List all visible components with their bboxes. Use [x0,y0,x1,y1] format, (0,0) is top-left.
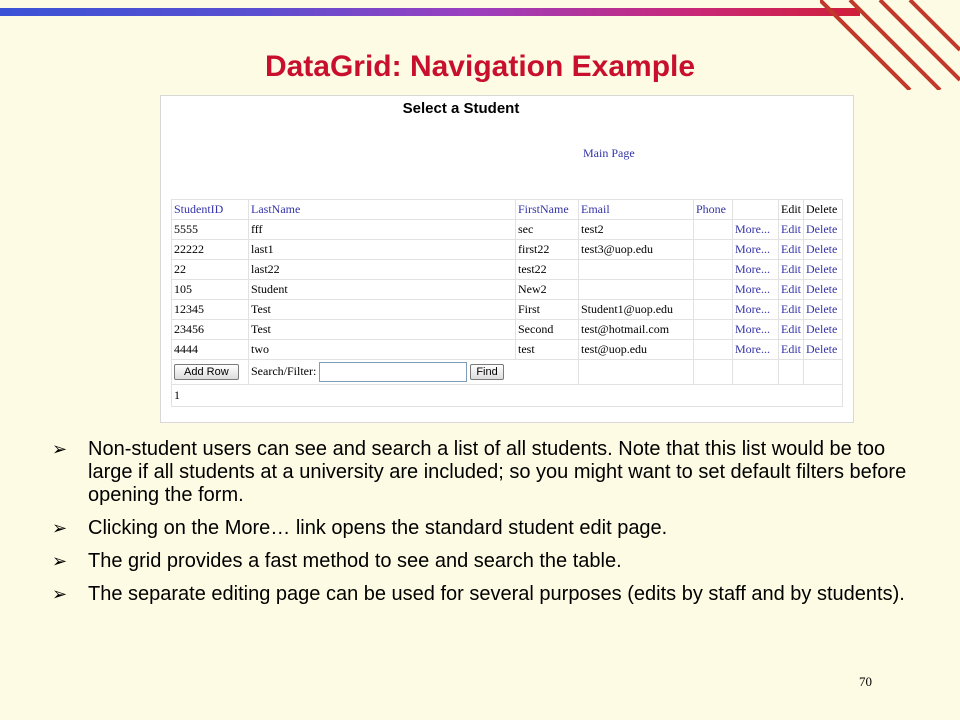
cell-studentid: 22222 [172,240,249,260]
cell-email: Student1@uop.edu [579,300,694,320]
student-grid [171,199,843,407]
more-link[interactable]: More... [733,220,779,240]
cell-firstname: test22 [516,260,579,280]
cell-firstname: sec [516,220,579,240]
delete-link[interactable]: Delete [804,320,843,340]
delete-link[interactable]: Delete [804,260,843,280]
cell-phone [694,220,733,240]
bullet-text: The separate editing page can be used for several purposes (edits by staff and by students). [88,583,905,605]
table-row [172,300,843,320]
cell-studentid: 12345 [172,300,249,320]
search-cell [249,360,579,385]
main-page-link[interactable]: Main Page [583,146,635,160]
edit-link[interactable]: Edit [779,340,804,360]
delete-link[interactable]: Delete [804,280,843,300]
cell-studentid: 5555 [172,220,249,240]
edit-link[interactable]: Edit [779,300,804,320]
cell-firstname: Second [516,320,579,340]
more-link[interactable]: More... [733,260,779,280]
header-gradient-line [0,8,860,16]
cell-lastname: fff [249,220,516,240]
arrow-bullet-icon: ➢ [52,518,68,538]
find-button[interactable]: Find [470,364,503,380]
empty-cell [779,360,804,385]
footer-toolbar-row [172,360,843,385]
add-row-button[interactable]: Add Row [174,364,239,380]
empty-cell [694,360,733,385]
cell-lastname: last1 [249,240,516,260]
cell-lastname: two [249,340,516,360]
cell-lastname: last22 [249,260,516,280]
cell-firstname: First [516,300,579,320]
more-link[interactable]: More... [733,340,779,360]
table-row [172,320,843,340]
delete-link[interactable]: Delete [804,220,843,240]
table-row [172,220,843,240]
header-email[interactable]: Email [579,200,694,220]
cell-phone [694,320,733,340]
cell-firstname: test [516,340,579,360]
more-link[interactable]: More... [733,240,779,260]
cell-email: test3@uop.edu [579,240,694,260]
bullet-text: The grid provides a fast method to see and search the table. [88,550,622,572]
header-more [733,200,779,220]
search-label: Search/Filter: [251,363,317,378]
add-row-cell [172,360,249,385]
bullet-text: Non-student users can see and search a list of all students. Note that this list would be too large if all students at a university are included; so you might want to set default filters before opening the form. [88,438,907,506]
cell-studentid: 4444 [172,340,249,360]
empty-cell [733,360,779,385]
edit-link[interactable]: Edit [779,240,804,260]
cell-firstname: New2 [516,280,579,300]
cell-email: test@uop.edu [579,340,694,360]
edit-link[interactable]: Edit [779,220,804,240]
cell-studentid: 23456 [172,320,249,340]
delete-link[interactable]: Delete [804,240,843,260]
table-row [172,240,843,260]
cell-lastname: Test [249,320,516,340]
more-link[interactable]: More... [733,320,779,340]
delete-link[interactable]: Delete [804,300,843,320]
cell-phone [694,240,733,260]
bullet-item [52,550,912,573]
pager-link[interactable]: 1 [172,385,843,407]
embedded-screenshot [160,95,854,423]
pager-row [172,385,843,407]
table-row [172,280,843,300]
cell-email [579,280,694,300]
delete-link[interactable]: Delete [804,340,843,360]
slide-title: DataGrid: Navigation Example [264,50,696,83]
edit-link[interactable]: Edit [779,320,804,340]
header-edit: Edit [779,200,804,220]
header-lastname[interactable]: LastName [249,200,516,220]
cell-email: test2 [579,220,694,240]
bullet-list [52,438,912,616]
page-number: 70 [859,674,872,689]
cell-phone [694,280,733,300]
cell-studentid: 22 [172,260,249,280]
table-row [172,260,843,280]
table-row [172,340,843,360]
more-link[interactable]: More... [733,280,779,300]
header-delete: Delete [804,200,843,220]
edit-link[interactable]: Edit [779,260,804,280]
arrow-bullet-icon: ➢ [52,584,68,604]
cell-email: test@hotmail.com [579,320,694,340]
empty-cell [804,360,843,385]
arrow-bullet-icon: ➢ [52,551,68,571]
empty-cell [579,360,694,385]
bullet-item [52,583,912,606]
bullet-item [52,517,912,540]
header-phone[interactable]: Phone [694,200,733,220]
cell-lastname: Test [249,300,516,320]
cell-lastname: Student [249,280,516,300]
header-firstname[interactable]: FirstName [516,200,579,220]
bullet-text: Clicking on the More… link opens the standard student edit page. [88,517,668,539]
cell-email [579,260,694,280]
bullet-item [52,438,912,507]
grid-header-row [172,200,843,220]
more-link[interactable]: More... [733,300,779,320]
cell-phone [694,260,733,280]
arrow-bullet-icon: ➢ [52,439,68,459]
header-studentid[interactable]: StudentID [172,200,249,220]
cell-phone [694,300,733,320]
cell-firstname: first22 [516,240,579,260]
cell-studentid: 105 [172,280,249,300]
select-student-heading: Select a Student [402,100,520,117]
search-input[interactable] [319,362,467,382]
edit-link[interactable]: Edit [779,280,804,300]
cell-phone [694,340,733,360]
